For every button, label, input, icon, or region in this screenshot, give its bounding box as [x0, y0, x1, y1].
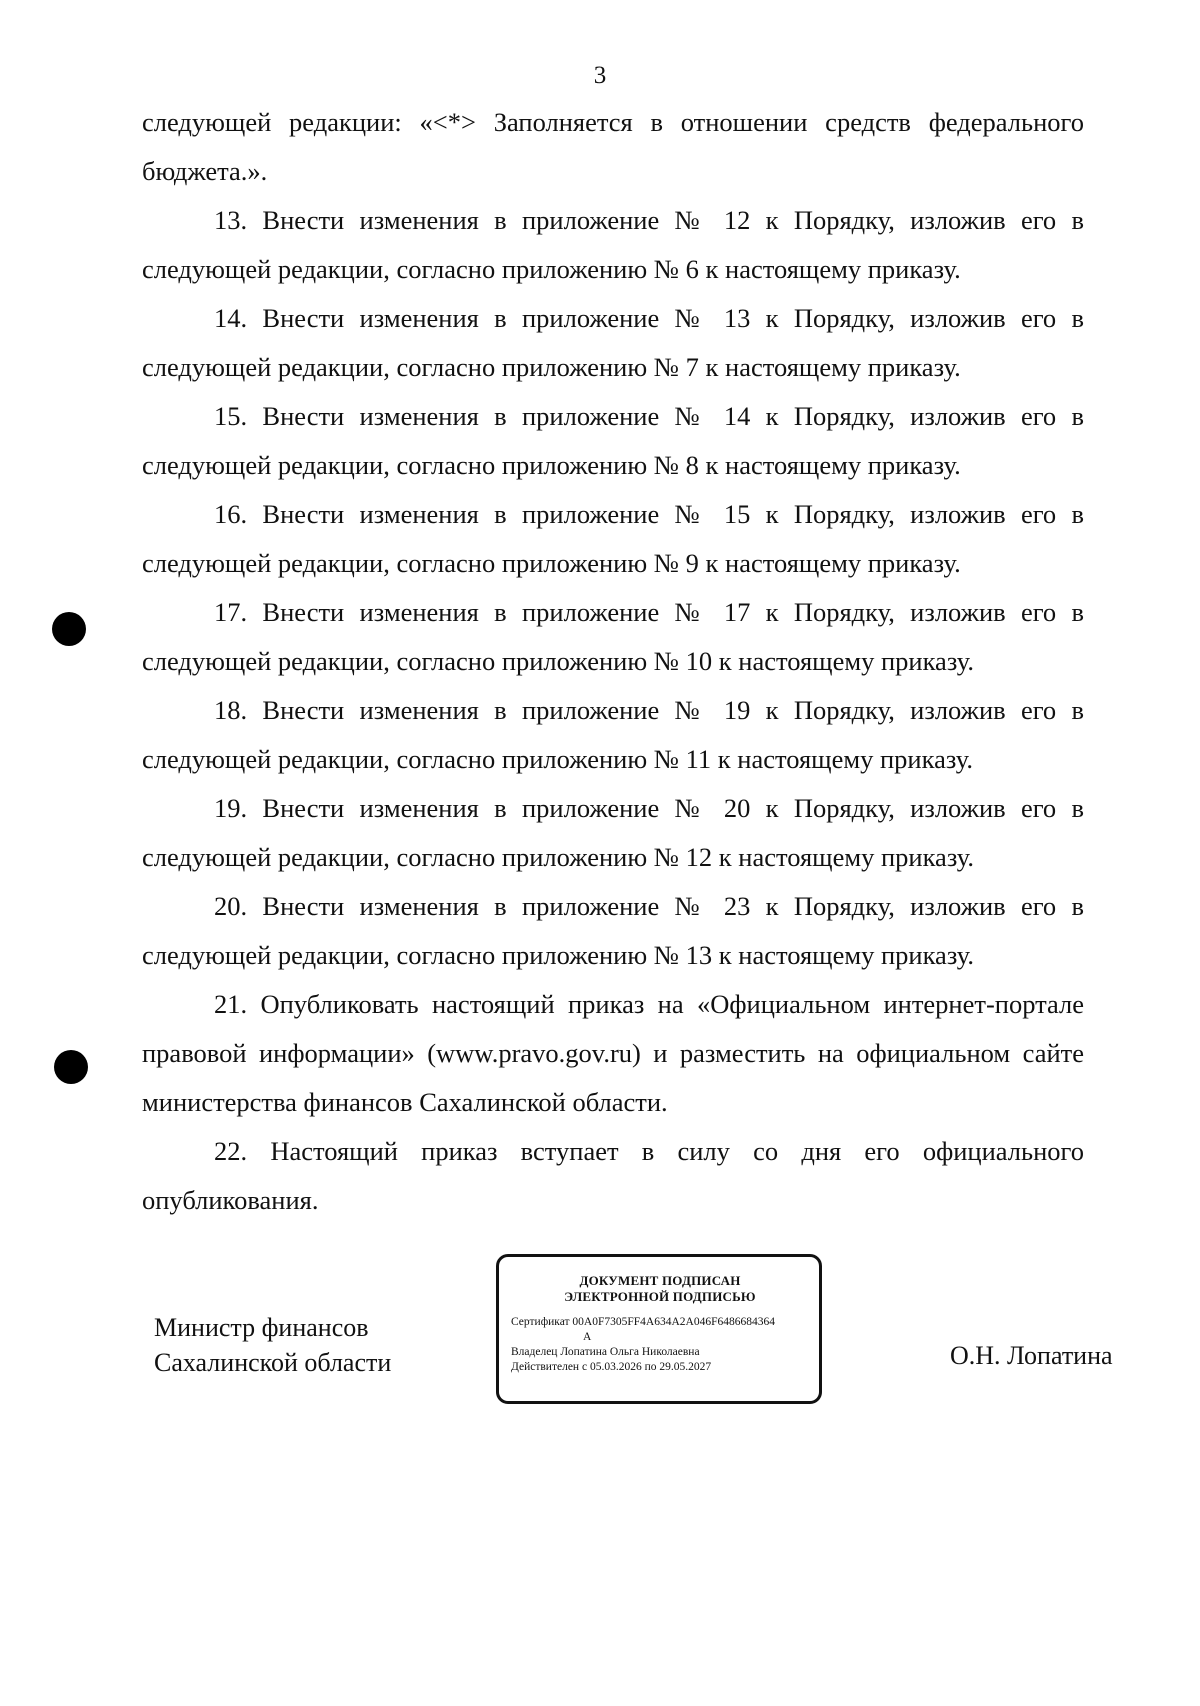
paragraph: следующей редакции: «<*> Заполняется в отношении средств федерального бюджета.». [142, 107, 1084, 186]
paragraph: 14. Внести изменения в приложение № 13 к Порядку, изложив его в следующей редакции, согласно приложению № 7 к настоящему приказу. [142, 303, 1084, 382]
punch-hole-upper [52, 612, 86, 646]
stamp-title-line1: ДОКУМЕНТ ПОДПИСАН [579, 1273, 741, 1288]
paragraph: 19. Внести изменения в приложение № 20 к Порядку, изложив его в следующей редакции, согласно приложению № 12 к настоящему приказу. [142, 793, 1084, 872]
stamp-owner: Владелец Лопатина Ольга Николаевна [511, 1346, 700, 1358]
paragraph: 20. Внести изменения в приложение № 23 к Порядку, изложив его в следующей редакции, согласно приложению № 13 к настоящему приказу. [142, 891, 1084, 970]
punch-hole-lower [54, 1050, 88, 1084]
electronic-signature-stamp [496, 1254, 822, 1404]
signer-position [154, 1310, 391, 1380]
paragraph: 13. Внести изменения в приложение № 12 к Порядку, изложив его в следующей редакции, согласно приложению № 6 к настоящему приказу. [142, 205, 1084, 284]
paragraph: 18. Внести изменения в приложение № 19 к Порядку, изложив его в следующей редакции, согласно приложению № 11 к настоящему приказу. [142, 695, 1084, 774]
paragraph: 22. Настоящий приказ вступает в силу со дня его официального опубликования. [142, 1136, 1084, 1215]
page-number: 3 [593, 62, 607, 89]
signer-name: О.Н. Лопатина [950, 1341, 1113, 1370]
paragraph: 16. Внести изменения в приложение № 15 к Порядку, изложив его в следующей редакции, согласно приложению № 9 к настоящему приказу. [142, 499, 1084, 578]
signer-position-line1: Министр финансов [154, 1313, 369, 1342]
stamp-title-line2: ЭЛЕКТРОННОЙ ПОДПИСЬЮ [564, 1289, 756, 1304]
stamp-certificate: Сертификат 00A0F7305FF4A634A2A046F6486684364 [511, 1316, 775, 1328]
paragraph: 15. Внести изменения в приложение № 14 к Порядку, изложив его в следующей редакции, согласно приложению № 8 к настоящему приказу. [142, 401, 1084, 480]
signer-position-line2: Сахалинской области [154, 1348, 392, 1377]
paragraph: 17. Внести изменения в приложение № 17 к Порядку, изложив его в следующей редакции, согласно приложению № 10 к настоящему приказу. [142, 597, 1084, 676]
stamp-certificate-suffix: A [583, 1331, 592, 1343]
stamp-validity: Действителен с 05.03.2026 по 29.05.2027 [511, 1361, 712, 1373]
paragraph: 21. Опубликовать настоящий приказ на «Официальном интернет-портале правовой информации» (www.pravo.gov.ru) и разместить на официальном сайте министерства финансов Сахалинской области. [142, 989, 1084, 1117]
document-body [142, 98, 1084, 1225]
